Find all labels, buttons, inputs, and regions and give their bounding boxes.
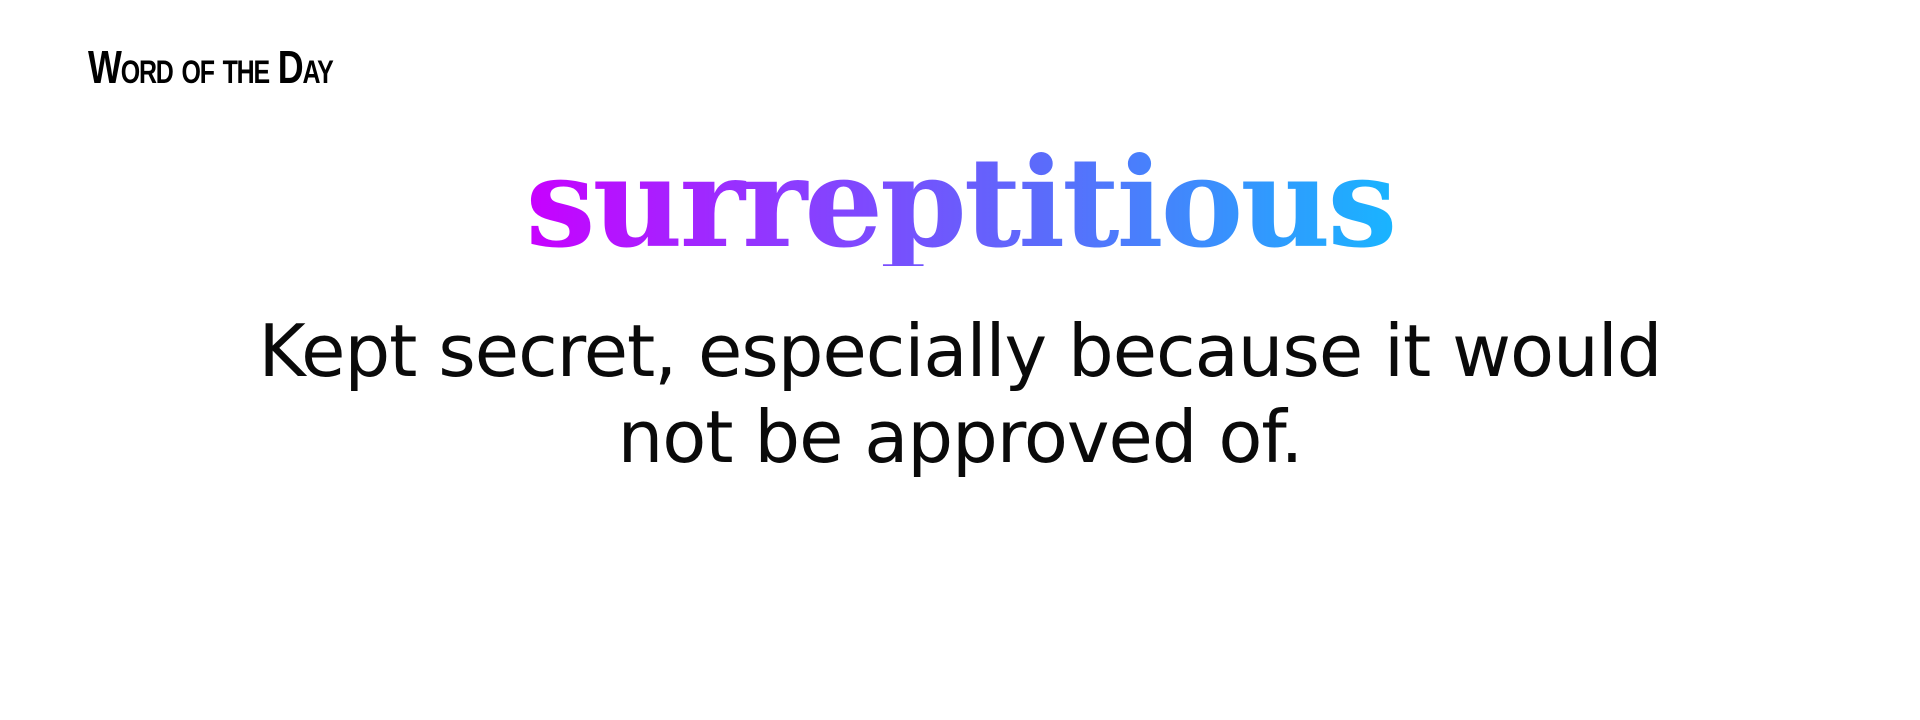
definition-line-2: not be approved of.	[617, 395, 1303, 479]
word-definition	[200, 308, 1720, 480]
featured-word: surreptitious	[525, 131, 1395, 276]
word-container	[0, 131, 1920, 276]
definition-line-1: Kept secret, especially because it would	[258, 309, 1662, 393]
section-title: Word of the Day	[88, 41, 333, 93]
